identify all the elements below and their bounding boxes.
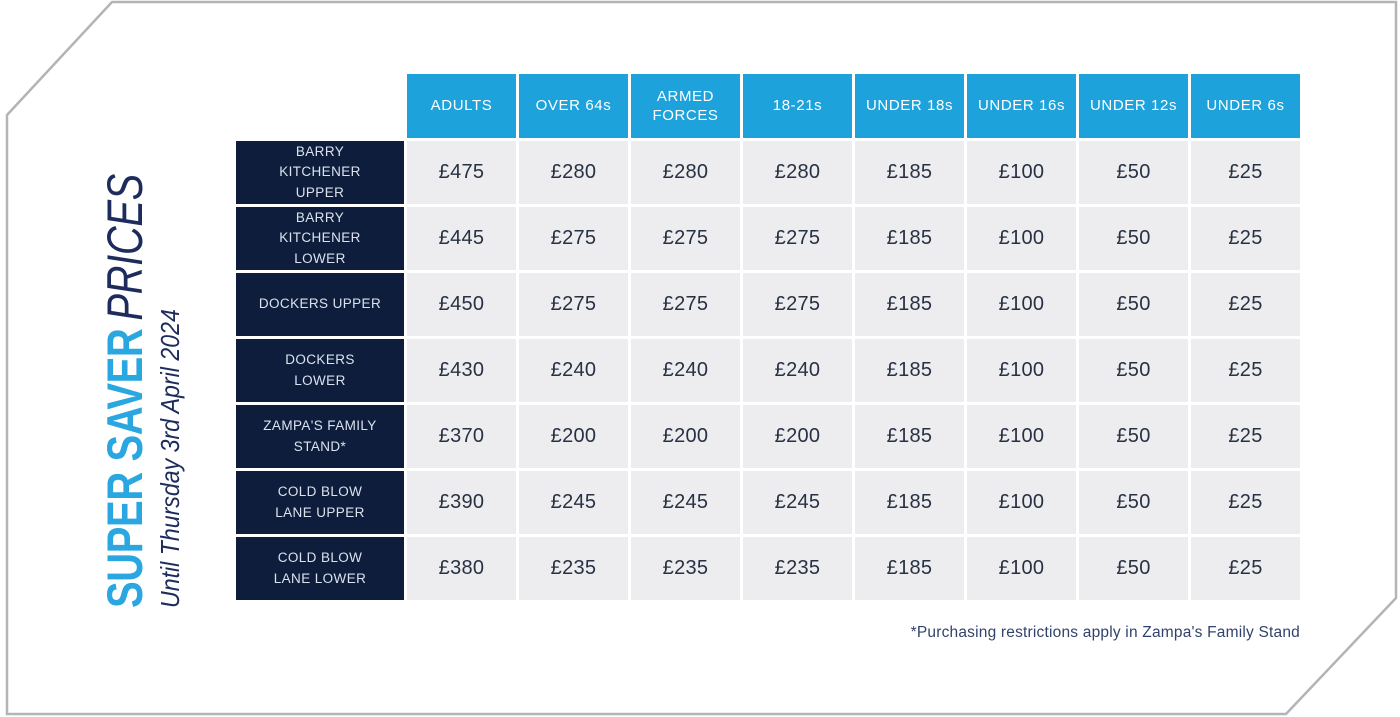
price-cell: £50	[1079, 471, 1188, 534]
price-cell: £275	[519, 273, 628, 336]
price-cell: £430	[407, 339, 516, 402]
price-cell: £235	[631, 537, 740, 600]
price-cell: £200	[743, 405, 852, 468]
price-cell: £245	[743, 471, 852, 534]
price-cell: £50	[1079, 207, 1188, 270]
price-cell: £185	[855, 339, 964, 402]
price-cell: £25	[1191, 537, 1300, 600]
price-cell: £380	[407, 537, 516, 600]
price-cell: £50	[1079, 537, 1188, 600]
column-header: ADULTS	[407, 74, 516, 138]
price-cell: £25	[1191, 405, 1300, 468]
title-line	[97, 174, 153, 608]
price-cell: £50	[1079, 405, 1188, 468]
price-cell: £240	[519, 339, 628, 402]
price-cell: £185	[855, 471, 964, 534]
price-cell: £185	[855, 141, 964, 204]
price-cell: £25	[1191, 471, 1300, 534]
price-cell: £275	[743, 207, 852, 270]
price-cell: £25	[1191, 339, 1300, 402]
price-cell: £275	[631, 273, 740, 336]
price-cell: £200	[519, 405, 628, 468]
page-title	[98, 128, 184, 608]
price-cell: £445	[407, 207, 516, 270]
row-label: COLD BLOW LANE UPPER	[236, 471, 404, 534]
corner-spacer	[236, 74, 404, 138]
price-cell: £100	[967, 273, 1076, 336]
column-header: UNDER 12s	[1079, 74, 1188, 138]
price-cell: £185	[855, 537, 964, 600]
price-cell: £100	[967, 141, 1076, 204]
column-header: ARMED FORCES	[631, 74, 740, 138]
price-table	[236, 74, 1300, 600]
price-cell: £370	[407, 405, 516, 468]
price-cell: £280	[743, 141, 852, 204]
price-cell: £245	[519, 471, 628, 534]
row-label: BARRY KITCHENER UPPER	[236, 141, 404, 204]
price-cell: £245	[631, 471, 740, 534]
row-label: DOCKERS LOWER	[236, 339, 404, 402]
price-cell: £100	[967, 405, 1076, 468]
price-cell: £100	[967, 537, 1076, 600]
price-cell: £185	[855, 207, 964, 270]
price-cell: £100	[967, 339, 1076, 402]
column-header: UNDER 16s	[967, 74, 1076, 138]
column-header: 18-21s	[743, 74, 852, 138]
price-cell: £280	[519, 141, 628, 204]
price-cell: £275	[743, 273, 852, 336]
footnote: *Purchasing restrictions apply in Zampa's Family Stand	[910, 624, 1300, 641]
price-cell: £280	[631, 141, 740, 204]
price-cell: £185	[855, 273, 964, 336]
price-cell: £50	[1079, 273, 1188, 336]
title-subtitle: Until Thursday 3rd April 2024	[155, 309, 185, 608]
price-cell: £235	[519, 537, 628, 600]
row-label: DOCKERS UPPER	[236, 273, 404, 336]
price-cell: £275	[519, 207, 628, 270]
price-cell: £25	[1191, 207, 1300, 270]
title-accent: SUPER SAVER	[97, 328, 153, 608]
column-header: UNDER 18s	[855, 74, 964, 138]
price-cell: £50	[1079, 339, 1188, 402]
title-rest: PRICES	[97, 174, 153, 321]
price-cell: £200	[631, 405, 740, 468]
price-cell: £25	[1191, 273, 1300, 336]
column-header: OVER 64s	[519, 74, 628, 138]
price-cell: £450	[407, 273, 516, 336]
column-header: UNDER 6s	[1191, 74, 1300, 138]
price-cell: £50	[1079, 141, 1188, 204]
price-cell: £475	[407, 141, 516, 204]
price-cell: £235	[743, 537, 852, 600]
price-cell: £275	[631, 207, 740, 270]
price-cell: £25	[1191, 141, 1300, 204]
price-cell: £100	[967, 471, 1076, 534]
price-cell: £185	[855, 405, 964, 468]
price-cell: £390	[407, 471, 516, 534]
price-cell: £240	[743, 339, 852, 402]
row-label: ZAMPA'S FAMILY STAND*	[236, 405, 404, 468]
row-label: BARRY KITCHENER LOWER	[236, 207, 404, 270]
price-cell: £100	[967, 207, 1076, 270]
price-cell: £240	[631, 339, 740, 402]
row-label: COLD BLOW LANE LOWER	[236, 537, 404, 600]
